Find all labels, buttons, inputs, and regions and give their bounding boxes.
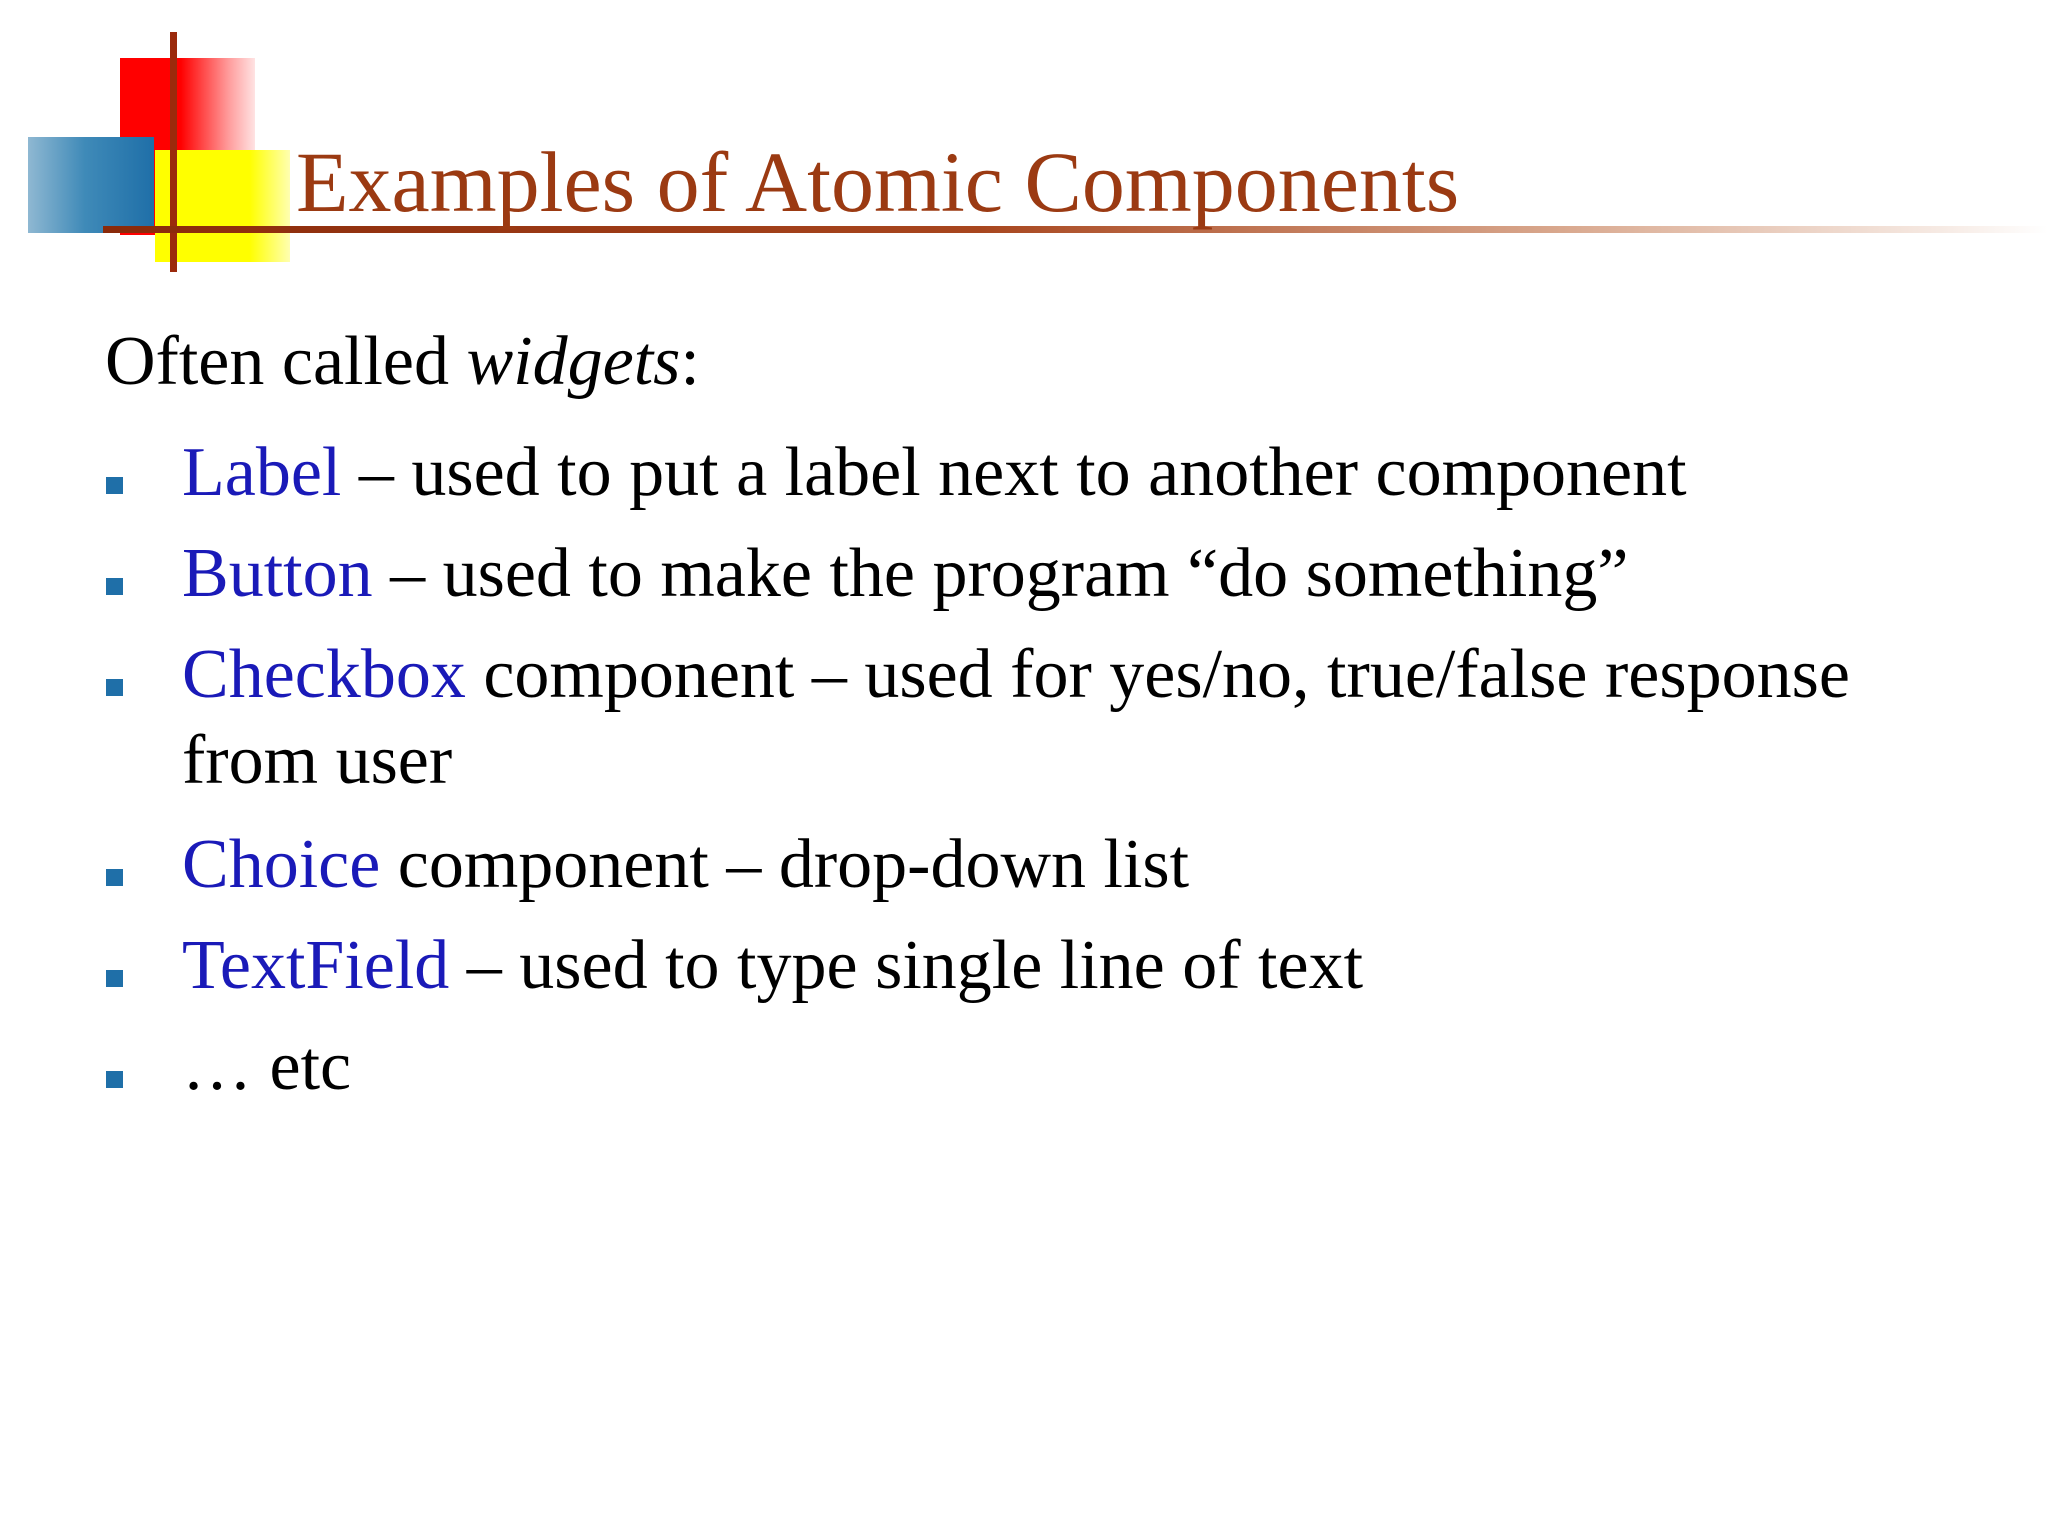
list-item-description: – used to make the program “do something”: [372, 535, 1629, 612]
intro-line: [105, 322, 700, 402]
intro-emphasis: widgets: [466, 323, 681, 400]
list-item-text: [182, 822, 1982, 908]
decor-blue-square: [28, 137, 154, 233]
list-item-term: Button: [182, 535, 373, 612]
list-item-text: [182, 430, 1982, 516]
list-item-text: [182, 923, 1982, 1009]
square-bullet-icon: [106, 477, 123, 494]
intro-suffix: :: [680, 323, 700, 400]
square-bullet-icon: [106, 869, 123, 886]
square-bullet-icon: [106, 1071, 123, 1088]
list-item-term: TextField: [182, 927, 450, 1004]
list-item-description: – used to type single line of text: [449, 927, 1364, 1004]
list-item-text: [182, 531, 1982, 617]
list-item-text: [182, 1024, 1982, 1110]
list-item-description: … etc: [182, 1028, 352, 1105]
square-bullet-icon: [106, 679, 123, 696]
intro-prefix: Often called: [105, 323, 467, 400]
square-bullet-icon: [106, 970, 123, 987]
slide-title: Examples of Atomic Components: [296, 134, 1460, 230]
list-item-term: Checkbox: [182, 636, 466, 713]
list-item-description: – used to put a label next to another component: [341, 434, 1687, 511]
list-item-text: [182, 632, 1882, 804]
list-item-description: component – used for yes/no, true/false response from user: [182, 636, 1850, 799]
list-item-term: Choice: [182, 826, 381, 903]
square-bullet-icon: [106, 578, 123, 595]
decor-vertical-line: [170, 32, 177, 272]
list-item-description: component – drop-down list: [380, 826, 1190, 903]
list-item-term: Label: [182, 434, 342, 511]
